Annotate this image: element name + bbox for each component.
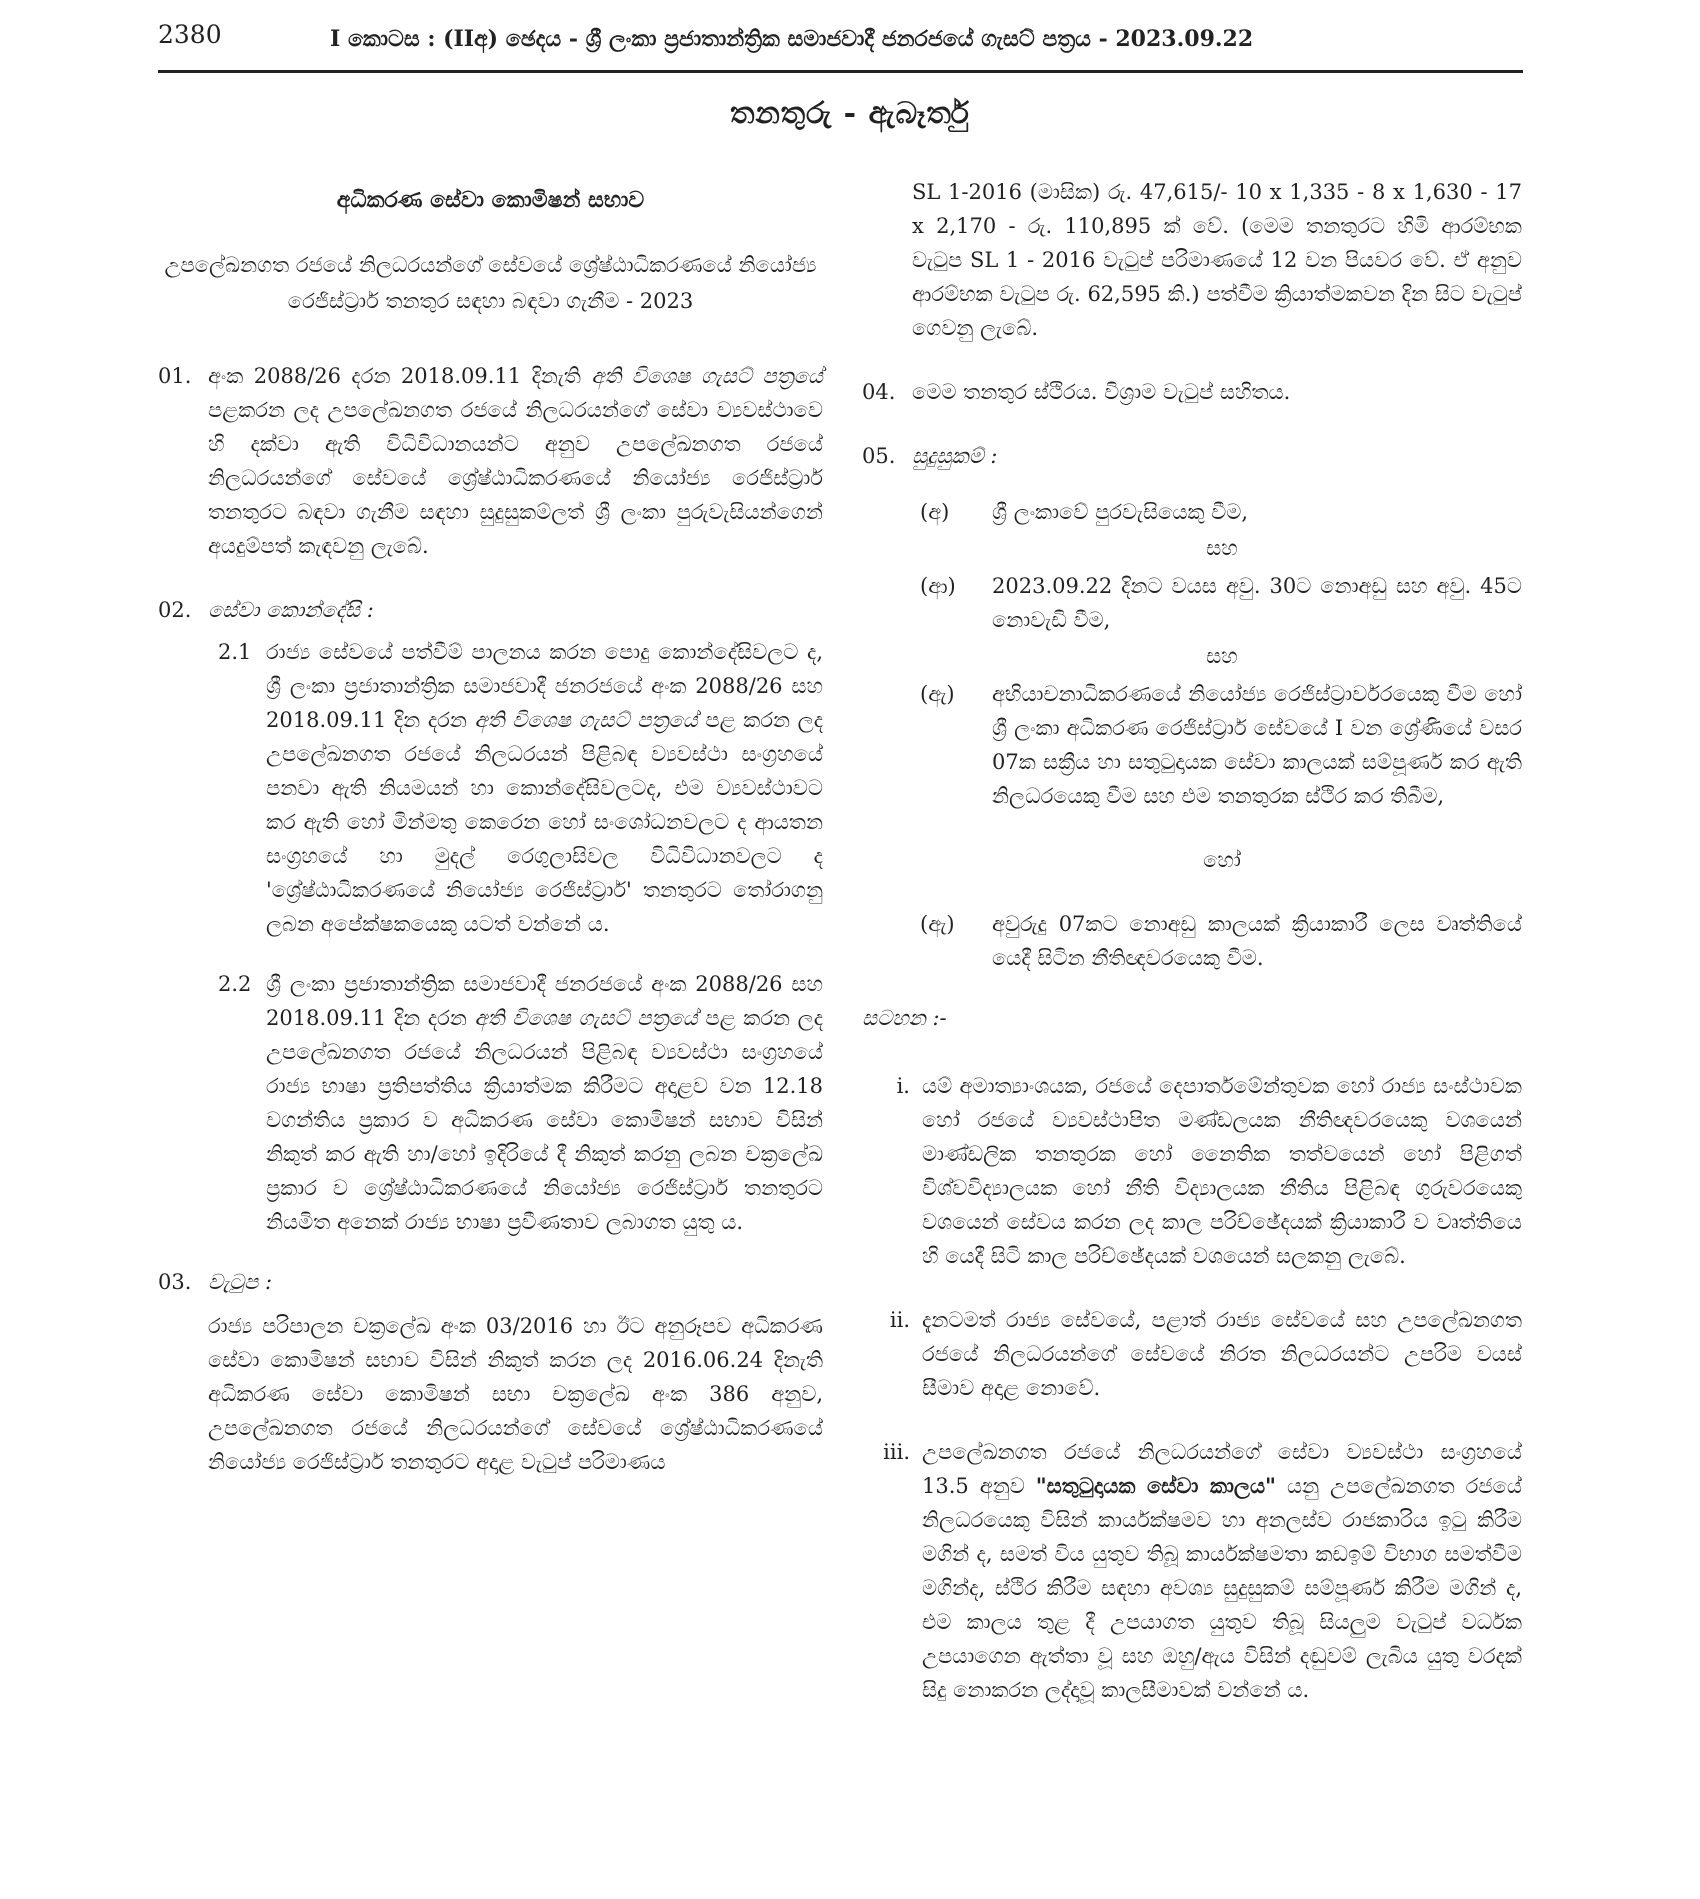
note-text [922,1435,1522,1707]
item-title: සේවා කොන්දේසි : [208,598,374,622]
conjunction-and: සහ [1206,536,1238,560]
text-run: පළකරන ලද උපලේඛනගත රජයේ නිලධරයන්ගේ සේවා ව්‍යවස්ථාවෙ හි දක්වා ඇති විධිවිධානයන්ට අනුව උපලේඛනගත රජයේ නිලධරයන්ගේ සේවයේ ශ්‍රේෂ්ඨාධිකරණයේ නියෝජ්‍ය රෙජිස්ට්‍රාර් තනතුරට බඳවා ගැනීම සඳහා සුදුසුකම්ලත් ශ්‍රී ලංකා පුරුවැසියන්ගෙන් අයදුම්පත් කැඳවනු ලැබේ. [208,398,823,558]
item-text [208,359,823,563]
note-ii [862,1303,1522,1405]
qualification-ae-1 [920,677,1522,813]
text-run: අංක 2088/26 දරන 2018.09.11 දිනැති [208,364,592,388]
section-heading: තනතුරු - ඇබෑර්තු [730,96,970,131]
text-run: රාජ්‍ය සේවයේ පත්වීම් පාලනය කරන පොදු කොන්දේසිවලට ද, ශ්‍රී ලංකා ප්‍රජාතාන්ත්‍රික සමාජවාදී ජනරජයේ අංක 2088/26 සහ 2018.09.11 දින දරන [266,640,823,732]
item-number: 02. [158,598,192,622]
conjunction-or: හෝ [1203,848,1241,872]
item-number: 01. [158,364,192,388]
note-iii [862,1435,1522,1707]
gazette-ref: අති විශෙෂ ගැසට් පත්‍රයේ [474,1006,698,1030]
item-number: 03. [158,1270,192,1294]
note-number: i. [896,1074,910,1098]
qual-text: අවුරුදු 07කට නොඅඩු කාලයක් ක්‍රියාකාරී ලෙස වෘත්තියේ යෙදී සිටින නීතිඥවරයෙකු වීම. [992,912,1522,970]
note-text: යම් අමාත්‍යාංශයක, රජයේ දෙපාර්තමේන්තුවක හෝ රාජ්‍ය සංස්ථාවක හෝ රජයේ ව්‍යවස්ථාපිත මණ්ඩලයක නීතිඥවරයෙකු වශයෙන් මාණ්ඩලික තනතුරක හෝ නෛතික තත්වයෙන් හෝ පිළිගත් විශ්වවිද්‍යාලයක හෝ නීති විද්‍යාලයක නීතිය පිළිබඳ ගුරුවරයෙකු වශයෙන් සේවය කරන ලද කාල පරිච්ඡේදයක් ක්‍රියාකාරී ව වෘත්තියෙ හි යෙදී සිටි කාල පරිච්ඡේදයක් වශයෙන් සලකනු ලැබේ. [922,1074,1522,1268]
gazette-ref: අති විශෙෂ ගැසට් පත්‍රයේ [591,364,823,388]
text-run: පළ කරන ලද උපලේඛනගත රජයේ නිලධරයන් පිළිබඳ ව්‍යවස්ථා සංග්‍රහයේ පනවා ඇති නියමයන් හා කොන්දේසිවලටද, එම ව්‍යවස්ථාවට කර ඇති හෝ මින්මතු කෙරෙන හෝ සංශෝධනවලට ද ආයතන සංග්‍රහයේ හා මුදල් රෙගුලාසිවල විධිවිධානවලට ද 'ශ්‍රේෂ්ඨාධිකරණයේ නියෝජ්‍ය රෙජිස්ට්‍රාර්' තනතුරට තෝරාගනු ලබන අපේක්ෂකයෙකු යටත් වන්නේ ය. [266,708,824,936]
qual-label: (ඇ) [920,682,955,706]
sub-number: 2.2 [218,972,252,996]
item-title: වැටුප : [208,1270,273,1294]
item-05 [862,439,1522,473]
text-run: යනු උපලේඛනගත රජයේ නිලධරයෙකු විසින් කාර්යක්ෂමව හා අනලස්ව රාජකාරිය ඉටු කිරීම මගින් ද, සමත් විය යුතුව තිබූ කාර්යක්ෂමතා කඩඉම් විභාග සමත්වීම මගින්ද, ස්ථිර කිරීම සඳහා අවශ්‍ය සුදුසුකම් සම්පූර්ණ කිරීම මගින් ද, එම කාලය තුළ දී උපයාගත යුතුව තිබූ සියලුම වැටුප් වර්ධක උපයාගෙන ඇත්තා වූ සහ ඔහු/ඇය විසින් දඬුවම් ලැබිය යුතු වරදක් සිදු නොකරන ලද්දාවූ කාලසීමාවක් වන්නේ ය. [922,1474,1522,1702]
subject-title: උපලේඛනගත රජයේ නිලධරයන්ගේ සේවයේ ශ්‍රේෂ්ඨාධිකරණයේ නියෝජ්‍ය රෙජිස්ට්‍රාර් තනතුර සඳහා බඳවා ගැනීම - 2023 [164,253,817,313]
text-run: උපලේඛනගත රජයේ නිලධරයන්ගේ සේවා ව්‍යවස්ථා සංග්‍රහයේ 13.5 අනුව [922,1440,1522,1498]
sub-item-2-1 [218,635,823,941]
header-rule [158,70,1523,73]
qualification-a [920,495,1522,529]
qual-text: අභියාචනාධිකරණයේ නියෝජ්‍ය රෙජිස්ට්‍රාර්වරයෙකු වීම හෝ ශ්‍රී ලංකා අධිකරණ රෙජිස්ට්‍රාර් සේවයේ I වන ශ්‍රේණියේ වසර 07ක සක්‍රීය හා සතුටුදායක සේවා කාලයක් සම්පූර්ණ කර ඇති නිලධරයෙකු වීම සහ එම තනතුරක ස්ථිර කර තිබීම, [992,682,1522,808]
salary-text: රාජ්‍ය පරිපාලන චක්‍රලේඛ අංක 03/2016 හා ඊට අනුරූපව අධිකරණ සේවා කොමිෂන් සභාව විසින් නිකුත් කරන ලද 2016.06.24 දිනැති අධිකරණ සේවා කොමිෂන් සභා චක්‍රලේඛ අංක 386 අනුව, උපලේඛනගත රජයේ නිලධරයන්ගේ සේවයේ ශ්‍රේෂ්ඨාධිකරණයේ නියෝජ්‍ය රෙජිස්ට්‍රාර් තනතුරට අදාළ වැටුප් පරිමාණය [208,1314,823,1474]
qual-label: (අ) [920,500,950,524]
gazette-ref: අති විශෙෂ ගැසට් පත්‍රයේ [474,708,698,732]
note-text: දැනටමත් රාජ්‍ය සේවයේ, පළාත් රාජ්‍ය සේවයේ සහ උපලේඛනගත රජයේ නිලධරයන්ගේ සේවයේ නිරත නිලධරයන්ට උපරිම වයස් සීමාව අදාළ නොවේ. [922,1308,1522,1400]
note-number: iii. [883,1440,910,1464]
page-number: 2380 [158,20,222,49]
qual-text: ශ්‍රී ලංකාවේ පුරවැසියෙකු වීම, [992,500,1249,524]
salary-continued: SL 1-2016 (මාසික) රු. 47,615/- 10 x 1,335 - 8 x 1,630 - 17 x 2,170 - රු. 110,895 ක් වේ. (මෙම තනතුරට හිමි ආරම්භක වැටුප SL 1 - 2016 වැටුප් පරිමාණයේ 12 වන පියවර වේ. ඒ අනුව ආරම්භක වැටුප රු. 62,595 කි.) පත්වීම ක්‍රියාත්මකවන දින සිට වැටුප් ගෙවනු ලැබේ. [912,180,1522,340]
item-04 [862,375,1522,409]
sub-item-2-2 [218,967,823,1239]
item-text: මෙම තනතුර ස්ථිරය. විශ්‍රාම වැටුප් සහිතය. [912,380,1291,404]
running-head: I කොටස : (IIඅ) ඡෙදය - ශ්‍රී ලංකා ප්‍රජාතාන්ත්‍රික සමාජවාදී ජනරජයේ ගැසට් පත්‍රය - 2023.09.22 [330,26,1254,52]
note-i [862,1069,1522,1273]
text-run: පළ කරන ලද උපලේඛනගත රජයේ නිලධරයන් පිළිබඳ ව්‍යවස්ථා සංග්‍රහයේ රාජ්‍ය භාෂා ප්‍රතිපත්තිය ක්‍රියාත්මක කිරීමට අදාළව වන 12.18 වගන්තිය ප්‍රකාර ව අධිකරණ සේවා කොමිෂන් සභාව විසින් නිකුත් කර ඇති හා/හෝ ඉදිරියේ දී නිකුත් කරනු ලබන චක්‍රලේඛ ප්‍රකාර ව ශ්‍රේෂ්ඨාධිකරණයේ නියෝජ්‍ය රෙජිස්ට්‍රාර් තනතුරට නියමිත අනෙක් රාජ්‍ය භාෂා ප්‍රවීණතාව ලබාගත යුතු ය. [266,1006,824,1234]
sub-text [266,635,823,941]
org-title: අධිකරණ සේවා කොමිෂන් සභාව [336,187,645,213]
item-number: 04. [862,380,896,404]
item-01 [158,359,823,563]
item-02 [158,593,823,627]
sub-number: 2.1 [218,640,252,664]
notes-title: සටහන :- [862,1006,947,1030]
item-title: සුදුසුකම් : [912,444,998,468]
item-number: 05. [862,444,896,468]
note-number: ii. [889,1308,910,1332]
text-run: ශ්‍රී ලංකා ප්‍රජාතාන්ත්‍රික සමාජවාදී ජනරජයේ අංක 2088/26 සහ 2018.09.11 දින දරන [266,972,823,1030]
left-column [158,175,823,1479]
qual-label: (ඇ) [920,912,955,936]
qual-text: 2023.09.22 දිනට වයස අවු. 30ට නොඅඩු සහ අවු. 45ට නොවැඩි වීම, [992,574,1522,632]
qualification-ae-2 [920,907,1522,975]
defined-term: "සතුටුදායක සේවා කාලය" [1035,1473,1276,1498]
qualification-aa [920,569,1522,637]
right-column [862,175,1522,1737]
item-03 [158,1265,823,1299]
sub-text [266,967,823,1239]
qual-label: (ආ) [920,574,956,598]
conjunction-and: සහ [1206,644,1238,668]
